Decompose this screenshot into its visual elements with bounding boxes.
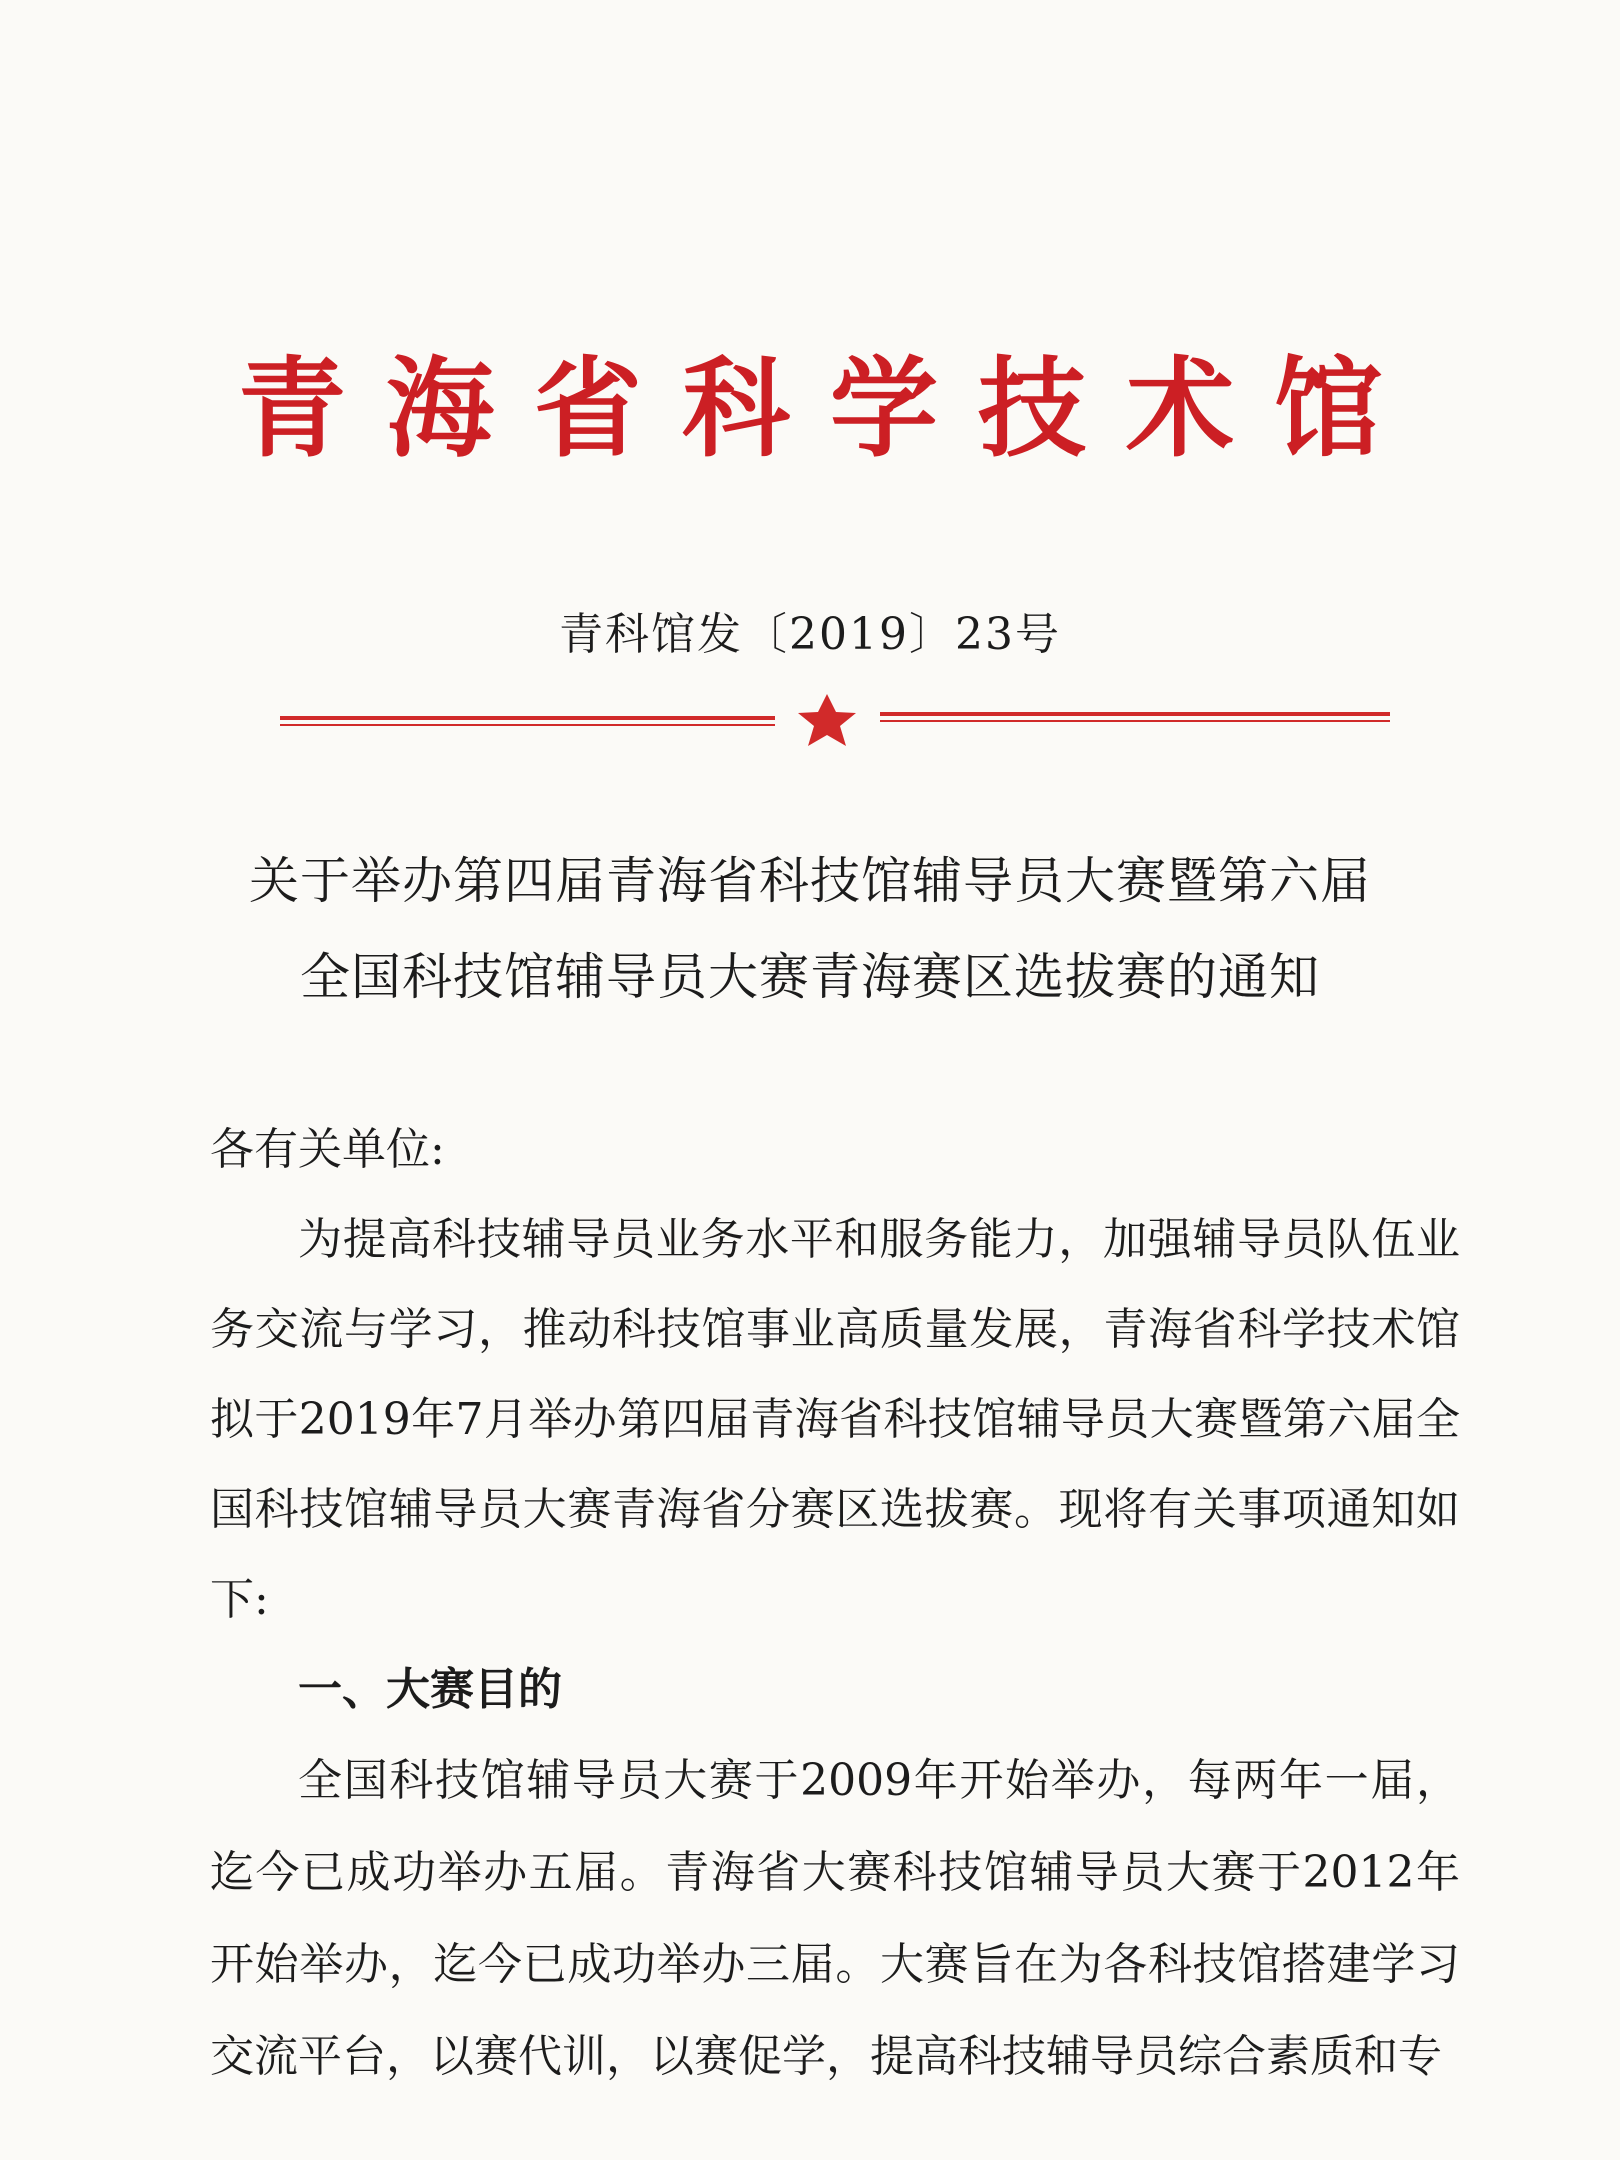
red-divider [280,690,1390,750]
paragraph-purpose: 全国科技馆辅导员大赛于2009年开始举办，每两年一届，迄今已成功举办五届。青海省大赛科技馆辅导员大赛于2012年开始举办，迄今已成功举办三届。大赛旨在为各科技馆搭建学习交流平台，以赛代训，以赛促学，提高科技辅导员综合素质和专 [210,1755,1460,2082]
title-line-1: 关于举办第四届青海省科技馆辅导员大赛暨第六届 [249,852,1371,910]
paragraph-intro: 为提高科技辅导员业务水平和服务能力，加强辅导员队伍业务交流与学习，推动科技馆事业高质量发展，青海省科学技术馆拟于2019年7月举办第四届青海省科技馆辅导员大赛暨第六届全国科技馆辅导员大赛青海省分赛区选拔赛。现将有关事项通知如下: [210,1214,1460,1625]
document-number: 青科馆发〔2019〕23号 [559,609,1061,660]
red-star-icon [798,694,856,746]
masthead-title: 青海省科学技术馆 [237,347,1422,472]
title-line-2: 全国科技馆辅导员大赛青海赛区选拔赛的通知 [300,948,1320,1006]
salutation: 各有关单位: [210,1124,445,1175]
document-body [210,1105,1460,2103]
section-heading-purpose: 一、大赛目的 [298,1664,562,1715]
notice-title [0,833,1620,1025]
